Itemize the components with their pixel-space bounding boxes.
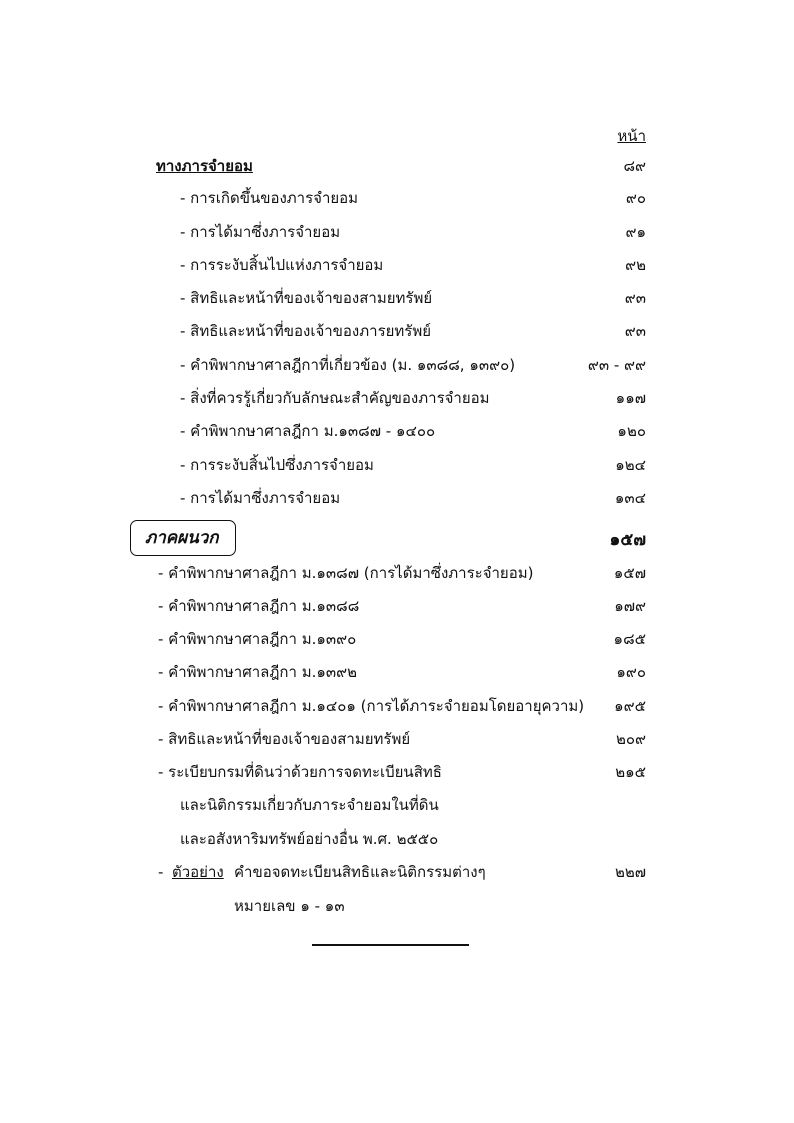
toc-item-page: ๑๒๐ (617, 422, 646, 440)
example-page: ๒๒๗ (614, 863, 646, 881)
toc-item-page: ๙๓ - ๙๙ (587, 356, 646, 374)
appendix-item-page: ๑๙๐ (616, 663, 646, 681)
appendix-title: ภาคผนวก (145, 528, 219, 548)
appendix-item-continuation: และนิติกรรมเกี่ยวกับภาระจำยอมในที่ดิน (180, 796, 439, 814)
toc-item: - สิทธิและหน้าที่ของเจ้าของสามยทรัพย์ (180, 289, 433, 307)
appendix-item: - คำพิพากษาศาลฎีกา ม.๑๓๘๗ (การได้มาซึ่งภาระจำยอม) (158, 564, 534, 582)
toc-item: - สิทธิและหน้าที่ของเจ้าของภารยทรัพย์ (180, 322, 432, 340)
toc-item-page: ๙๑ (625, 223, 646, 241)
toc-item: - สิ่งที่ควรรู้เกี่ยวกับลักษณะสำคัญของภารจำยอม (180, 389, 490, 407)
toc-item: - คำพิพากษาศาลฎีกาที่เกี่ยวข้อง (ม. ๑๓๘๘, ๑๓๙๐) (180, 356, 516, 374)
toc-item: - การได้มาซึ่งภารจำยอม (180, 223, 341, 241)
appendix-title-page: ๑๕๗ (609, 530, 646, 550)
appendix-item-page: ๒๑๕ (615, 763, 646, 781)
toc-item: - การเกิดขึ้นของภารจำยอม (180, 189, 359, 207)
appendix-item-page: ๑๕๗ (613, 564, 646, 582)
toc-item: - การได้มาซึ่งภารจำยอม (180, 489, 341, 507)
appendix-item-page: ๑๙๕ (614, 697, 646, 715)
appendix-item-page: ๑๗๙ (614, 597, 646, 615)
appendix-item: - คำพิพากษาศาลฎีกา ม.๑๓๙๐ (158, 630, 357, 648)
example-continuation: หมายเลข ๑ - ๑๓ (234, 897, 345, 915)
toc-item-page: ๙๓ (624, 289, 646, 307)
toc-item: - การระงับสิ้นไปซึ่งภารจำยอม (180, 456, 374, 474)
page-column-header: หน้า (617, 127, 646, 145)
appendix-item-page: ๒๐๙ (615, 730, 646, 748)
section-title-page: ๘๙ (623, 157, 646, 175)
appendix-item-page: ๑๘๕ (613, 630, 646, 648)
appendix-item: - สิทธิและหน้าที่ของเจ้าของสามยทรัพย์ (158, 730, 411, 748)
appendix-item: - คำพิพากษาศาลฎีกา ม.๑๓๘๘ (158, 597, 360, 615)
example-text: คำขอจดทะเบียนสิทธิและนิติกรรมต่างๆ (234, 863, 486, 881)
appendix-item: - คำพิพากษาศาลฎีกา ม.๑๓๙๒ (158, 663, 358, 681)
toc-item-page: ๙๓ (624, 322, 646, 340)
toc-item: - การระงับสิ้นไปแห่งภารจำยอม (180, 256, 384, 274)
example-dash: - (158, 863, 164, 881)
toc-item-page: ๙๐ (625, 189, 646, 207)
closing-rule (312, 944, 469, 946)
toc-item: - คำพิพากษาศาลฎีกา ม.๑๓๘๗ - ๑๔๐๐ (180, 422, 436, 440)
toc-item-page: ๙๒ (625, 256, 646, 274)
toc-item-page: ๑๑๗ (615, 389, 646, 407)
toc-item-page: ๑๒๔ (615, 456, 646, 474)
appendix-item: - คำพิพากษาศาลฎีกา ม.๑๔๐๑ (การได้ภาระจำยอมโดยอายุความ) (158, 697, 585, 715)
toc-item-page: ๑๓๔ (614, 489, 646, 507)
appendix-item: - ระเบียบกรมที่ดินว่าด้วยการจดทะเบียนสิทธิ (158, 763, 442, 781)
example-label: ตัวอย่าง (172, 863, 224, 881)
appendix-item-continuation: และอสังหาริมทรัพย์อย่างอื่น พ.ศ. ๒๕๕๐ (180, 830, 439, 848)
section-title: ทางภารจำยอม (156, 157, 253, 175)
